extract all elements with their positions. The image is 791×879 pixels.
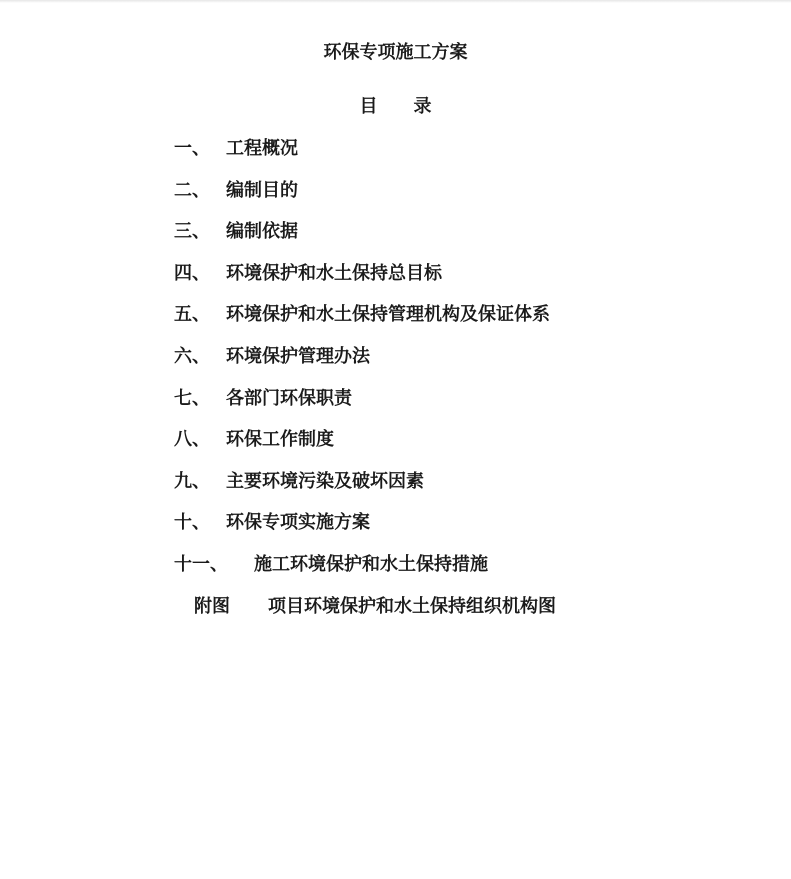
toc-appendix-label: 附图 xyxy=(194,595,230,617)
toc-item[interactable] xyxy=(174,303,556,345)
toc-item[interactable] xyxy=(174,345,556,387)
toc-item-text: 编制目的 xyxy=(226,179,298,201)
toc-item-number: 九、 xyxy=(174,470,210,492)
toc-heading-char: 录 xyxy=(413,96,432,117)
toc-item-number: 五、 xyxy=(174,304,210,326)
toc-item[interactable] xyxy=(174,262,556,304)
document-title: 环保专项施工方案 xyxy=(323,42,468,63)
toc-item-text: 环保工作制度 xyxy=(226,429,334,451)
toc-list xyxy=(174,137,556,636)
toc-item-text: 环境保护和水土保持管理机构及保证体系 xyxy=(226,304,550,326)
toc-item-number: 八、 xyxy=(174,429,210,451)
toc-appendix-text: 项目环境保护和水土保持组织机构图 xyxy=(268,595,556,617)
toc-item[interactable] xyxy=(174,470,556,512)
toc-item-text: 各部门环保职责 xyxy=(226,387,352,409)
toc-item-number: 二、 xyxy=(174,179,210,201)
toc-item-text: 主要环境污染及破坏因素 xyxy=(226,470,424,492)
toc-item[interactable] xyxy=(174,220,556,262)
toc-item-number: 四、 xyxy=(174,262,210,284)
toc-item[interactable] xyxy=(174,137,556,179)
toc-item-text: 施工环境保护和水土保持措施 xyxy=(254,553,488,575)
toc-item-number: 十、 xyxy=(174,512,210,534)
toc-item-number: 六、 xyxy=(174,345,210,367)
toc-item-text: 环境保护和水土保持总目标 xyxy=(226,262,442,284)
toc-item[interactable] xyxy=(174,428,556,470)
toc-item[interactable] xyxy=(174,387,556,429)
toc-item-text: 编制依据 xyxy=(226,221,298,243)
toc-heading-char: 目 xyxy=(359,96,378,117)
toc-item-number: 一、 xyxy=(174,138,210,159)
toc-item-text: 工程概况 xyxy=(226,138,298,159)
toc-appendix-item[interactable] xyxy=(174,595,556,637)
toc-item-number: 十一、 xyxy=(174,553,228,575)
toc-item[interactable] xyxy=(174,511,556,553)
toc-heading xyxy=(0,95,791,119)
toc-item-text: 环境保护管理办法 xyxy=(226,345,370,367)
toc-item-number: 三、 xyxy=(174,221,210,243)
toc-item[interactable] xyxy=(174,179,556,221)
toc-item[interactable] xyxy=(174,553,556,595)
toc-item-text: 环保专项实施方案 xyxy=(226,512,370,534)
toc-item-number: 七、 xyxy=(174,387,210,409)
